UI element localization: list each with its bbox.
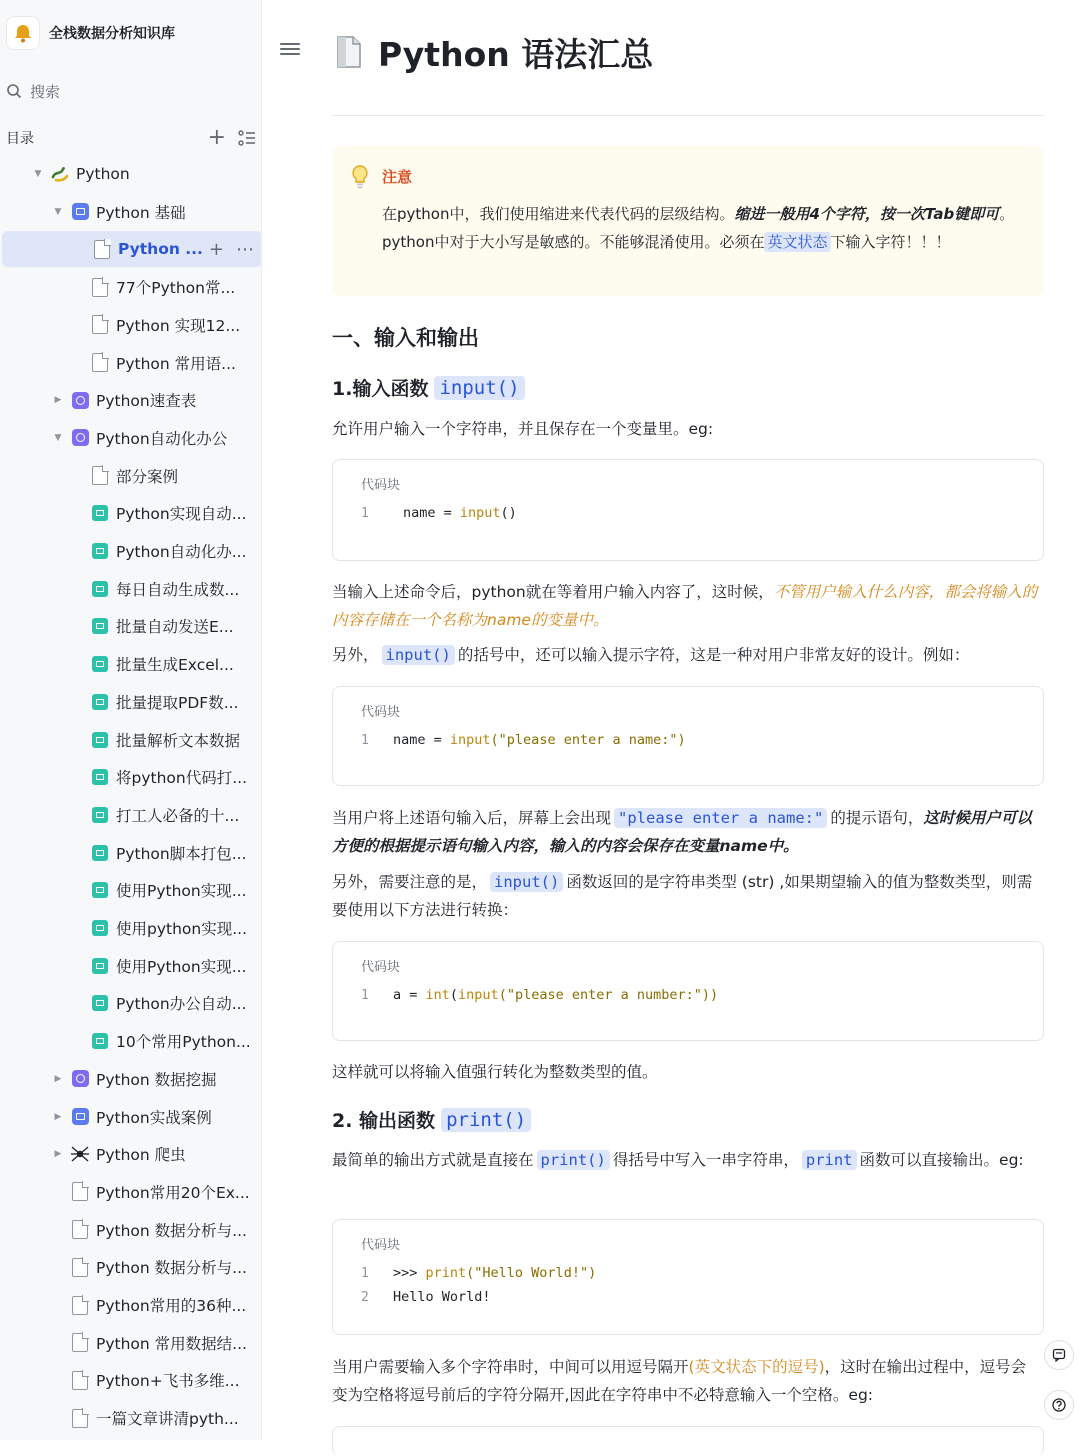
python-icon	[50, 164, 70, 184]
caret-right-icon[interactable]: ▶	[54, 1149, 62, 1160]
doc-icon	[70, 1333, 90, 1353]
title-row	[334, 26, 653, 78]
sidebar-item-label: Python 数据分析与...	[96, 1259, 247, 1278]
sidebar-item-label: Python ...	[118, 240, 203, 259]
add-subpage-icon[interactable]: +	[208, 238, 224, 260]
sidebar-item[interactable]	[0, 872, 262, 908]
code-block[interactable]	[332, 1219, 1044, 1335]
code-function: int	[425, 987, 450, 1003]
sidebar-item[interactable]	[0, 797, 262, 833]
sidebar-item[interactable]	[0, 1249, 262, 1285]
sidebar-item[interactable]	[0, 910, 262, 946]
more-icon[interactable]: ⋯	[236, 238, 254, 260]
knowledge-base-header[interactable]	[6, 12, 256, 54]
bell-logo-icon	[6, 16, 40, 50]
sidebar-item[interactable]	[0, 420, 262, 456]
sidebar-item[interactable]	[0, 194, 262, 230]
subsection-title: 1.输入函数	[332, 378, 429, 400]
indent	[0, 433, 64, 443]
sidebar-item-label: Python自动化办公	[96, 429, 228, 448]
doc-icon	[70, 1182, 90, 1202]
purple-icon	[70, 390, 90, 410]
indent	[0, 1149, 64, 1159]
paragraph: 这样就可以将输入值强行转化为整数类型的值。	[332, 1063, 658, 1081]
sidebar-item-label: Python速查表	[96, 392, 197, 411]
paragraph-text: ，这时在输出过程中，逗号会变为空格将逗号前后的字符分隔开,因此在字符串中不必特意输入一个空格。eg:	[332, 1358, 1027, 1404]
doc-icon	[90, 353, 110, 373]
code-string: ("please enter a number:"))	[498, 987, 719, 1003]
sidebar-item[interactable]	[0, 835, 262, 871]
indent	[0, 207, 64, 217]
sidebar-item-label: Python办公自动...	[116, 995, 247, 1014]
sidebar-item-label: 批量提取PDF数...	[116, 693, 239, 712]
sidebar-item-label: Python常用20个Ex...	[96, 1183, 250, 1202]
line-number: 2	[361, 1290, 369, 1305]
document-icon	[334, 35, 364, 69]
subsection-heading-print	[332, 1106, 531, 1133]
search-button[interactable]	[6, 76, 256, 106]
sidebar-item[interactable]	[0, 1099, 262, 1135]
callout-emphasis: 缩进一般用4个字符，按一次Tab键即可	[734, 205, 1000, 223]
sidebar-item-label: 使用Python实现...	[116, 957, 247, 976]
sidebar-item[interactable]	[0, 533, 262, 569]
paragraph: 允许用户输入一个字符串，并且保存在一个变量里。eg:	[332, 420, 714, 438]
sidebar-item-label: Python 常用语...	[116, 354, 236, 373]
sidebar-item[interactable]	[0, 722, 262, 758]
paragraph-text: 当用户需要输入多个字符串时，中间可以用逗号隔开	[332, 1358, 689, 1376]
sidebar-item-label: 部分案例	[116, 467, 179, 486]
title-divider	[332, 115, 1044, 116]
code-function: input	[459, 505, 501, 521]
code-text: (	[449, 987, 459, 1003]
teal-icon	[90, 880, 110, 900]
sidebar-item-label: 批量解析文本数据	[116, 731, 241, 750]
doc-icon	[70, 1295, 90, 1315]
code-block-caption: 代码块	[361, 960, 401, 975]
subsection-title: 2. 输出函数	[332, 1110, 436, 1132]
code-block-caption: 代码块	[361, 705, 401, 720]
toc-header	[6, 124, 256, 152]
spider-icon	[70, 1144, 90, 1164]
sidebar-item-label: 使用Python实现...	[116, 882, 247, 901]
teal-icon	[90, 692, 110, 712]
sidebar-item-label: 使用python实现...	[116, 920, 248, 938]
sidebar-item-label: Python+飞书多维...	[96, 1372, 240, 1391]
sidebar-item[interactable]	[0, 759, 262, 795]
code-function: input	[449, 732, 491, 748]
sidebar-item-label: Python 基础	[96, 203, 186, 222]
code-block-caption: 代码块	[361, 1238, 401, 1253]
sidebar-item[interactable]	[0, 345, 262, 381]
sidebar-item[interactable]	[0, 608, 262, 644]
indent	[0, 1074, 64, 1084]
line-number: 1	[361, 506, 369, 521]
sidebar-item[interactable]	[0, 1212, 262, 1248]
menu-icon[interactable]	[280, 40, 300, 60]
code-block-caption: 代码块	[361, 478, 401, 493]
lightbulb-icon	[350, 164, 370, 190]
code-line	[393, 987, 718, 1003]
code-block[interactable]	[332, 686, 1044, 786]
code-function: print	[425, 1265, 467, 1281]
paragraph	[332, 804, 1044, 860]
sidebar-item[interactable]	[0, 1287, 262, 1323]
section-heading: 一、输入和输出	[332, 326, 479, 350]
indent	[0, 169, 44, 179]
inline-code: "please enter a name:"	[614, 808, 827, 828]
line-number: 1	[361, 988, 369, 1003]
sidebar-item-label: Python 数据挖掘	[96, 1070, 217, 1089]
paragraph-text: 另外，需要注意的是，	[332, 873, 488, 891]
sidebar-item-label: Python常用的36种...	[96, 1297, 247, 1315]
sidebar-item-actions	[209, 239, 254, 260]
code-text: a =	[393, 987, 426, 1003]
paragraph-emphasis: 这时候用户可以方便的根据提示语句输入内容，输入的内容会保存在变量name中。	[332, 809, 1032, 855]
code-line	[393, 732, 686, 748]
callout-text: 。python中对于大小写是敏感的。不能够混淆使用。必须在	[382, 205, 1015, 251]
code-text: name =	[403, 505, 460, 521]
sidebar-item[interactable]	[0, 1136, 262, 1172]
sidebar-item-label: 每日自动生成数...	[116, 580, 240, 599]
teal-icon	[90, 843, 110, 863]
teal-icon	[90, 767, 110, 787]
code-block[interactable]	[332, 1426, 1044, 1456]
sidebar-item-label: 将python代码打...	[116, 769, 248, 788]
caret-right-icon[interactable]: ▶	[54, 1073, 62, 1084]
add-page-icon[interactable]: +	[207, 125, 226, 150]
caret-down-icon[interactable]: ▼	[34, 169, 42, 179]
sidebar-item[interactable]	[0, 1400, 262, 1436]
sidebar-item[interactable]	[0, 382, 262, 418]
search-label: 搜索	[30, 82, 61, 101]
comment-icon[interactable]	[1044, 1340, 1074, 1370]
sidebar-item-label: 10个常用Python...	[116, 1033, 251, 1052]
sidebar-item-label: 批量自动发送E...	[116, 618, 234, 637]
code-string: ("please enter a name:")	[490, 732, 686, 748]
sidebar-item[interactable]	[0, 571, 262, 607]
inline-code: input()	[434, 376, 524, 400]
list-view-icon[interactable]	[238, 130, 256, 146]
code-text: ()	[500, 505, 517, 521]
caret-down-icon[interactable]: ▼	[54, 432, 62, 443]
teal-icon	[90, 579, 110, 599]
purple-icon	[70, 428, 90, 448]
sidebar-item[interactable]	[0, 458, 262, 494]
teal-icon	[90, 503, 110, 523]
line-number: 1	[361, 1266, 369, 1281]
paragraph	[332, 868, 1044, 924]
doc-icon	[70, 1370, 90, 1390]
sidebar-item[interactable]	[0, 985, 262, 1021]
sidebar-item-label: 一篇文章讲清pyth...	[96, 1410, 239, 1429]
sidebar-item[interactable]	[0, 307, 262, 343]
code-text: name =	[393, 732, 450, 748]
code-text: >>>	[393, 1265, 426, 1281]
doc-icon	[90, 277, 110, 297]
sidebar-item-label: Python实现自动...	[116, 505, 247, 524]
sidebar-item-label: 打工人必备的十...	[116, 806, 240, 825]
teal-icon	[90, 993, 110, 1013]
code-block[interactable]	[332, 459, 1044, 561]
paragraph-text: 函数返回的是字符串类型 (str) ,如果期望输入的值为整数类型，则需要使用以下方法进行转换：	[332, 873, 1033, 919]
doc-icon	[90, 315, 110, 335]
code-line	[403, 505, 517, 521]
sidebar-item-label: Python脚本打包...	[116, 844, 247, 863]
doc-icon	[70, 1220, 90, 1240]
teal-icon	[90, 654, 110, 674]
sidebar	[0, 0, 262, 1440]
line-number: 1	[361, 733, 369, 748]
teal-icon	[90, 730, 110, 750]
callout-text: 下输入字符！！！	[830, 233, 951, 251]
paragraph-text: 函数可以直接输出。eg:	[859, 1151, 1024, 1169]
document-area	[262, 0, 1080, 1440]
subsection-heading-input	[332, 374, 525, 401]
paragraph	[332, 1353, 1032, 1409]
caret-right-icon[interactable]: ▶	[54, 395, 62, 406]
paragraph-emphasis: (英文状态下的逗号)	[688, 1358, 825, 1376]
teal-icon	[90, 1031, 110, 1051]
code-line	[393, 1265, 596, 1281]
callout-highlight: 英文状态	[764, 232, 830, 252]
sidebar-item[interactable]	[0, 1362, 262, 1398]
paragraph	[332, 578, 1044, 634]
paragraph-text: 的括号中，还可以输入提示字符，这是一种对用户非常友好的设计。例如：	[457, 646, 970, 664]
sidebar-item-label: Python 实现12...	[116, 316, 241, 335]
doc-icon	[70, 1257, 90, 1277]
page-title: Python 语法汇总	[378, 34, 654, 74]
code-line: Hello World!	[393, 1289, 491, 1305]
caret-right-icon[interactable]: ▶	[54, 1111, 62, 1122]
sidebar-item[interactable]	[0, 495, 262, 531]
sidebar-item-label: 77个Python常...	[116, 279, 236, 298]
teal-icon	[90, 541, 110, 561]
knowledge-base-title: 全栈数据分析知识库	[49, 26, 175, 42]
inline-code: print()	[537, 1150, 610, 1170]
sidebar-item[interactable]	[0, 1061, 262, 1097]
callout-box	[332, 146, 1044, 296]
inline-code: input()	[490, 872, 563, 892]
paragraph	[332, 641, 1044, 669]
inline-code: print	[802, 1150, 857, 1170]
purple-icon	[70, 1069, 90, 1089]
teal-icon	[90, 616, 110, 636]
callout-title: 注意	[382, 168, 413, 186]
blue-folder-icon	[70, 1107, 90, 1127]
teal-icon	[90, 805, 110, 825]
sidebar-item[interactable]	[0, 1325, 262, 1361]
paragraph-text: 当用户将上述语句输入后，屏幕上会出现	[332, 809, 612, 827]
sidebar-item-label: 批量生成Excel...	[116, 656, 234, 675]
paragraph-text: 的提示语句，	[830, 809, 924, 827]
blue-folder-icon	[70, 202, 90, 222]
caret-down-icon[interactable]: ▼	[54, 206, 62, 217]
sidebar-item[interactable]	[2, 231, 262, 267]
code-string: ("Hello World!")	[466, 1265, 597, 1281]
paragraph-text: 最简单的输出方式就是直接在	[332, 1151, 534, 1169]
code-block[interactable]	[332, 941, 1044, 1041]
inline-code: print()	[441, 1108, 531, 1132]
teal-icon	[90, 918, 110, 938]
paragraph	[332, 1146, 1044, 1174]
indent	[0, 395, 64, 405]
paragraph-text: 得括号中写入一串字符串，	[612, 1151, 799, 1169]
paragraph-emphasis: 不管用户输入什么内容，都会将输入的内容存储在一个名称为name的变量中。	[332, 583, 1038, 629]
sidebar-item-label: Python 数据分析与...	[96, 1221, 247, 1240]
sidebar-item[interactable]	[0, 156, 262, 192]
callout-text: 在python中，我们使用缩进来代表代码的层级结构。	[382, 205, 735, 223]
sidebar-item-label: Python 爬虫	[96, 1146, 186, 1165]
sidebar-item[interactable]	[0, 1174, 262, 1210]
sidebar-item-label: Python 常用数据结...	[96, 1334, 247, 1353]
sidebar-item[interactable]	[0, 684, 262, 720]
sidebar-item-label: Python自动化办...	[116, 543, 247, 561]
paragraph-text: 当输入上述命令后，python就在等着用户输入内容了，这时候，	[332, 583, 774, 601]
sidebar-item[interactable]	[0, 646, 262, 682]
sidebar-item-label: Python	[76, 165, 130, 183]
search-icon	[6, 83, 22, 99]
sidebar-item[interactable]	[0, 948, 262, 984]
sidebar-item[interactable]	[0, 1023, 262, 1059]
paragraph-text: 另外，	[332, 646, 379, 664]
sidebar-item-label: Python实战案例	[96, 1108, 212, 1127]
help-icon[interactable]	[1044, 1390, 1074, 1420]
indent	[0, 1112, 64, 1122]
doc-icon	[90, 466, 110, 486]
code-function: input	[458, 987, 499, 1003]
toc-label: 目录	[6, 131, 34, 147]
inline-code: input()	[382, 645, 455, 665]
callout-body	[382, 200, 1022, 256]
teal-icon	[90, 956, 110, 976]
doc-icon	[92, 239, 112, 259]
doc-icon	[70, 1408, 90, 1428]
sidebar-item[interactable]	[0, 269, 262, 305]
